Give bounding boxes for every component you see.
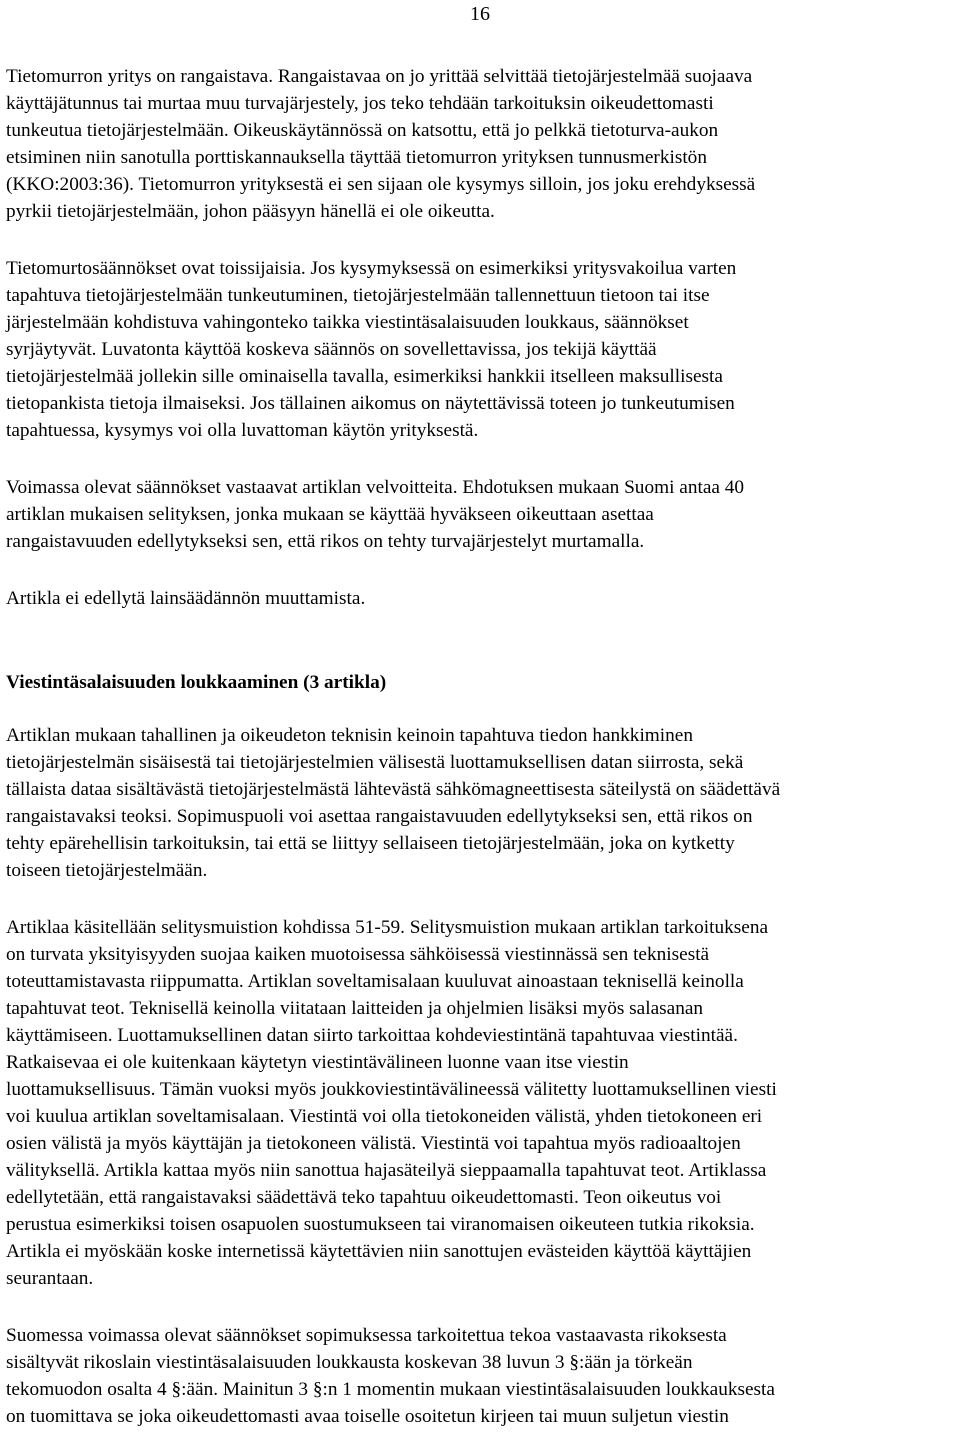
paragraph-line: Voimassa olevat säännökset vastaavat artiklan velvoitteita. Ehdotuksen mukaan Suomi antaa 40 (6, 477, 745, 498)
paragraph-line: käyttäjätunnus tai murtaa muu turvajärjestely, jos teko tehdään tarkoituksin oikeudettomasti (6, 93, 714, 114)
paragraph-line: välityksellä. Artikla kattaa myös niin sanottua hajasäteilyä sieppaamalla tapahtuvat teot. Artiklassa (6, 1160, 767, 1181)
paragraph-line: perustua esimerkiksi toisen osapuolen suostumukseen tai viranomaisen oikeuteen tutkia rikoksia. (6, 1214, 755, 1235)
paragraph-line: (KKO:2003:36). Tietomurron yrityksestä ei sen sijaan ole kysymys silloin, jos joku erehdyksessä (6, 174, 756, 195)
paragraph-line: pyrkii tietojärjestelmään, johon pääsyyn hänellä ei ole oikeutta. (6, 201, 495, 222)
paragraph-line: tapahtuvat teot. Teknisellä keinolla viitataan laitteiden ja ohjelmien lisäksi myös salasanan (6, 998, 704, 1019)
paragraph-line: tehty epärehellisin tarkoituksin, tai että se liittyy sellaiseen tietojärjestelmään, joka on kytketty (6, 833, 735, 854)
paragraph-line: seurantaan. (6, 1268, 94, 1289)
page-number: 16 (470, 3, 490, 25)
paragraph-line: toiseen tietojärjestelmään. (6, 860, 208, 881)
paragraph-line: tietojärjestelmän sisäisestä tai tietojärjestelmien välisestä luottamuksellisen datan siirrosta, sekä (6, 752, 744, 773)
section-heading: Viestintäsalaisuuden loukkaaminen (3 artikla) (6, 672, 387, 693)
paragraph-line: syrjäytyvät. Luvatonta käyttöä koskeva säännös on sovellettavissa, jos tekijä käyttää (6, 339, 657, 360)
paragraph-line: toteuttamistavasta riippumatta. Artiklan soveltamisalaan kuuluvat ainoastaan teknisellä keinolla (6, 971, 744, 992)
paragraph-line: käyttämiseen. Luottamuksellinen datan siirto tarkoittaa kohdeviestintänä tapahtuvaa viestintää. (6, 1025, 738, 1046)
paragraph-line: Ratkaisevaa ei ole kuitenkaan käytetyn viestintävälineen luonne vaan itse viestin (6, 1052, 629, 1073)
paragraph-line: etsiminen niin sanotulla porttiskannauksella täyttää tietomurron yrityksen tunnusmerkistön (6, 147, 707, 168)
paragraph-line: tietojärjestelmää jollekin sille ominaisella tavalla, esimerkiksi hankkii itselleen maksullisesta (6, 366, 723, 387)
paragraph-line: järjestelmään kohdistuva vahingonteko taikka viestintäsalaisuuden loukkaus, säännökset (6, 312, 689, 333)
paragraph-line: Artikla ei edellytä lainsäädännön muuttamista. (6, 588, 366, 609)
paragraph-line: rangaistavaksi teoksi. Sopimuspuoli voi asettaa rangaistavuuden edellytykseksi sen, että rikos on (6, 806, 753, 827)
paragraph-line: tapahtuva tietojärjestelmään tunkeutuminen, tietojärjestelmään tallennettuun tietoon tai itse (6, 285, 710, 306)
paragraph-line: tunkeutua tietojärjestelmään. Oikeuskäytännössä on katsottu, että jo pelkkä tietoturva-aukon (6, 120, 719, 141)
paragraph-line: tietopankista tietoja ilmaiseksi. Jos tällainen aikomus on näytettävissä toteen jo tunkeutumisen (6, 393, 735, 414)
paragraph-line: Artiklan mukaan tahallinen ja oikeudeton teknisin keinoin tapahtuva tiedon hankkiminen (6, 725, 693, 746)
paragraph-line: on tuomittava se joka oikeudettomasti avaa toiselle osoitetun kirjeen tai muun suljetun viestin (6, 1406, 729, 1427)
paragraph-line: voi kuulua artiklan soveltamisalaan. Viestintä voi olla tietokoneiden välistä, yhden tietokoneen eri (6, 1106, 763, 1127)
paragraph-line: osien välistä ja myös käyttäjän ja tietokoneen välistä. Viestintä voi tapahtua myös radioaaltojen (6, 1133, 741, 1154)
paragraph-line: Artiklaa käsitellään selitysmuistion kohdissa 51-59. Selitysmuistion mukaan artiklan tarkoituksena (6, 917, 769, 938)
paragraph-line: Tietomurtosäännökset ovat toissijaisia. Jos kysymyksessä on esimerkiksi yritysvakoilua varten (6, 258, 737, 279)
paragraph-line: artiklan mukaisen selityksen, jonka mukaan se käyttää hyväkseen oikeuttaan asettaa (6, 504, 654, 525)
paragraph-line: Tietomurron yritys on rangaistava. Rangaistavaa on jo yrittää selvittää tietojärjestelmää suojaava (6, 66, 753, 87)
paragraph-line: Suomessa voimassa olevat säännökset sopimuksessa tarkoitettua tekoa vastaavasta rikoksesta (6, 1325, 727, 1346)
paragraph-line: on turvata yksityisyyden suojaa kaiken muotoisessa sähköisessä viestinnässä sen teknisestä (6, 944, 710, 965)
paragraph-line: tapahtuessa, kysymys voi olla luvattoman käytön yrityksestä. (6, 420, 479, 441)
paragraph-line: sisältyvät rikoslain viestintäsalaisuuden loukkausta koskevan 38 luvun 3 §:ään ja törkeän (6, 1352, 693, 1373)
paragraph-line: rangaistavuuden edellytykseksi sen, että rikos on tehty turvajärjestelyt murtamalla. (6, 531, 645, 552)
paragraph-line: Artikla ei myöskään koske internetissä käytettävien niin sanottujen evästeiden käyttöä käyttäjien (6, 1241, 752, 1262)
paragraph-line: luottamuksellisuus. Tämän vuoksi myös joukkoviestintävälineessä välitetty luottamuksellinen viesti (6, 1079, 777, 1100)
paragraph-line: tällaista dataa sisältävästä tietojärjestelmästä lähtevästä sähkömagneettisesta säteilystä on säädettävä (6, 779, 781, 800)
paragraph-line: edellytetään, että rangaistavaksi säädettävä teko tapahtuu oikeudettomasti. Teon oikeutus voi (6, 1187, 722, 1208)
paragraph-line: tekomuodon osalta 4 §:ään. Mainitun 3 §:n 1 momentin mukaan viestintäsalaisuuden loukkauksesta (6, 1379, 775, 1400)
